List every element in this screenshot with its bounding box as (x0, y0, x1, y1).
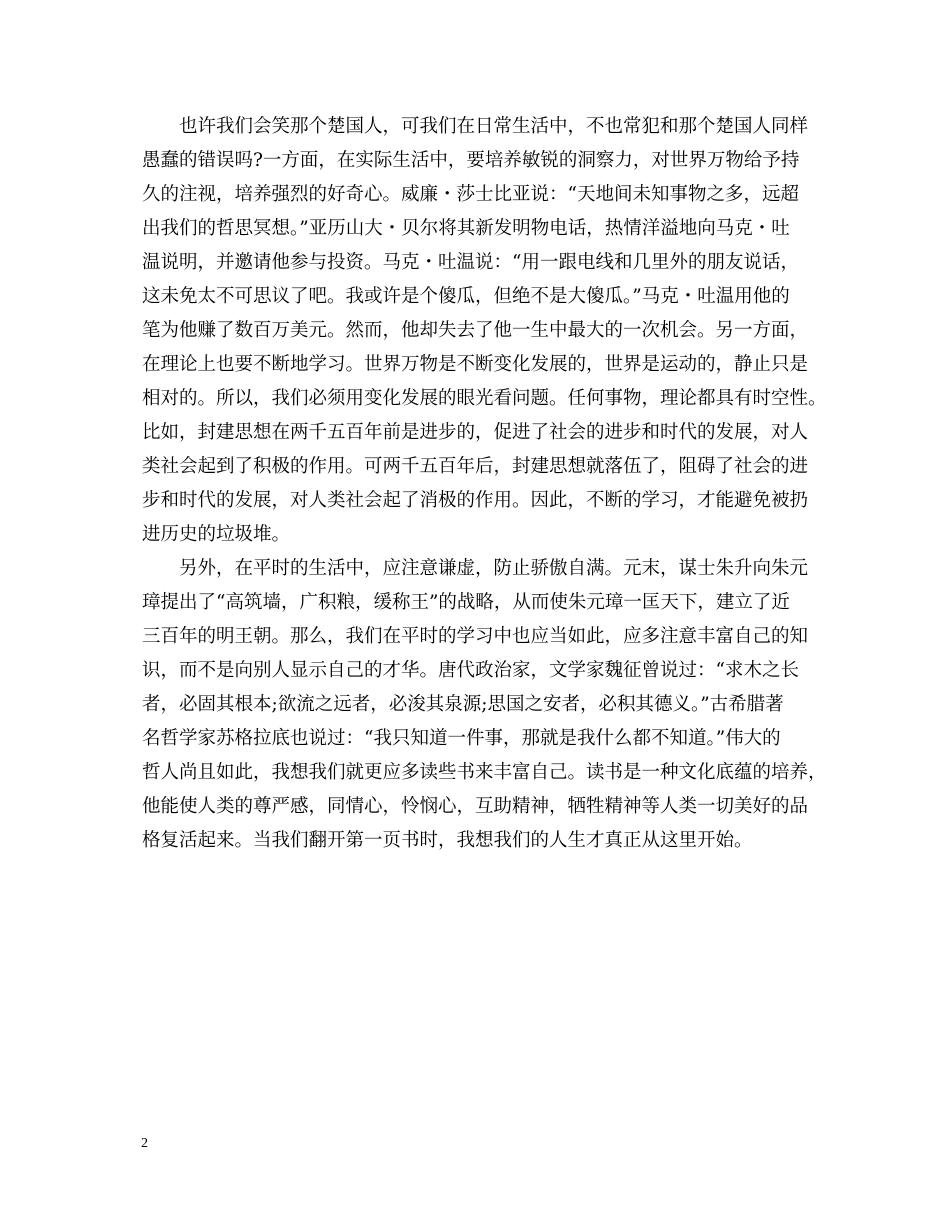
paragraph-1-line-1: 也许我们会笑那个楚国人，可我们在日常生活中，不也常犯和那个楚国人同样 (179, 116, 809, 137)
paragraph-1-line-6: 这未免太不可思议了吧。我或许是个傻瓜，但绝不是大傻瓜。”马克・吐温用他的 (142, 286, 790, 307)
paragraph-1-line-7: 笔为他赚了数百万美元。然而，他却失去了他一生中最大的一次机会。另一方面， (142, 320, 809, 341)
paragraph-1-line-2: 愚蠢的错误吗?一方面，在实际生活中，要培养敏锐的洞察力，对世界万物给予持 (142, 150, 800, 171)
paragraph-1-line-9: 相对的。所以，我们必须用变化发展的眼光看问题。任何事物，理论都具有时空性。 (142, 388, 827, 409)
paragraph-1-line-10: 比如，封建思想在两千五百年前是进步的，促进了社会的进步和时代的发展，对人 (142, 422, 809, 443)
paragraph-1-line-8: 在理论上也要不断地学习。世界万物是不断变化发展的，世界是运动的，静止只是 (142, 354, 809, 375)
paragraph-1-line-12: 步和时代的发展，对人类社会起了消极的作用。因此，不断的学习，才能避免被扔 (142, 490, 809, 511)
paragraph-1-line-5: 温说明，并邀请他参与投资。马克・吐温说：“用一跟电线和几里外的朋友说话， (142, 252, 799, 273)
paragraph-2-line-5: 者，必固其根本;欲流之远者，必浚其泉源;思国之安者，必积其德义。”古希腊著 (142, 694, 784, 715)
paragraph-2-line-6: 名哲学家苏格拉底也说过：“我只知道一件事，那就是我什么都不知道。”伟大的 (142, 728, 781, 749)
paragraph-1-line-4: 出我们的哲思冥想。”亚历山大・贝尔将其新发明物电话，热情洋溢地向马克・吐 (142, 218, 790, 239)
paragraph-2-line-3: 三百年的明王朝。那么，我们在平时的学习中也应当如此，应多注意丰富自己的知 (142, 626, 809, 647)
paragraph-2-line-7: 哲人尚且如此，我想我们就更应多读些书来丰富自己。读书是一种文化底蕴的培养， (142, 762, 827, 783)
paragraph-2-line-9: 格复活起来。当我们翻开第一页书时，我想我们的人生才真正从这里开始。 (142, 830, 753, 851)
paragraph-1-line-3: 久的注视，培养强烈的好奇心。威廉・莎士比亚说：“天地间未知事物之多，远超 (142, 184, 799, 205)
paragraph-1-line-13: 进历史的垃圾堆。 (142, 524, 291, 545)
page-number: 2 (141, 1136, 148, 1151)
paragraph-2-line-1: 另外，在平时的生活中，应注意谦虚，防止骄傲自满。元末，谋士朱升向朱元 (179, 558, 809, 579)
paragraph-1-line-11: 类社会起到了积极的作用。可两千五百年后，封建思想就落伍了，阻碍了社会的进 (142, 456, 809, 477)
paragraph-2-line-4: 识，而不是向别人显示自己的才华。唐代政治家，文学家魏征曾说过：“求木之长 (142, 660, 799, 681)
paragraph-2-line-8: 他能使人类的尊严感，同情心，怜悯心，互助精神，牺牲精神等人类一切美好的品 (142, 796, 809, 817)
paragraph-2-line-2: 璋提出了“高筑墙，广积粮，缓称王”的战略，从而使朱元璋一匡天下，建立了近 (142, 592, 790, 613)
